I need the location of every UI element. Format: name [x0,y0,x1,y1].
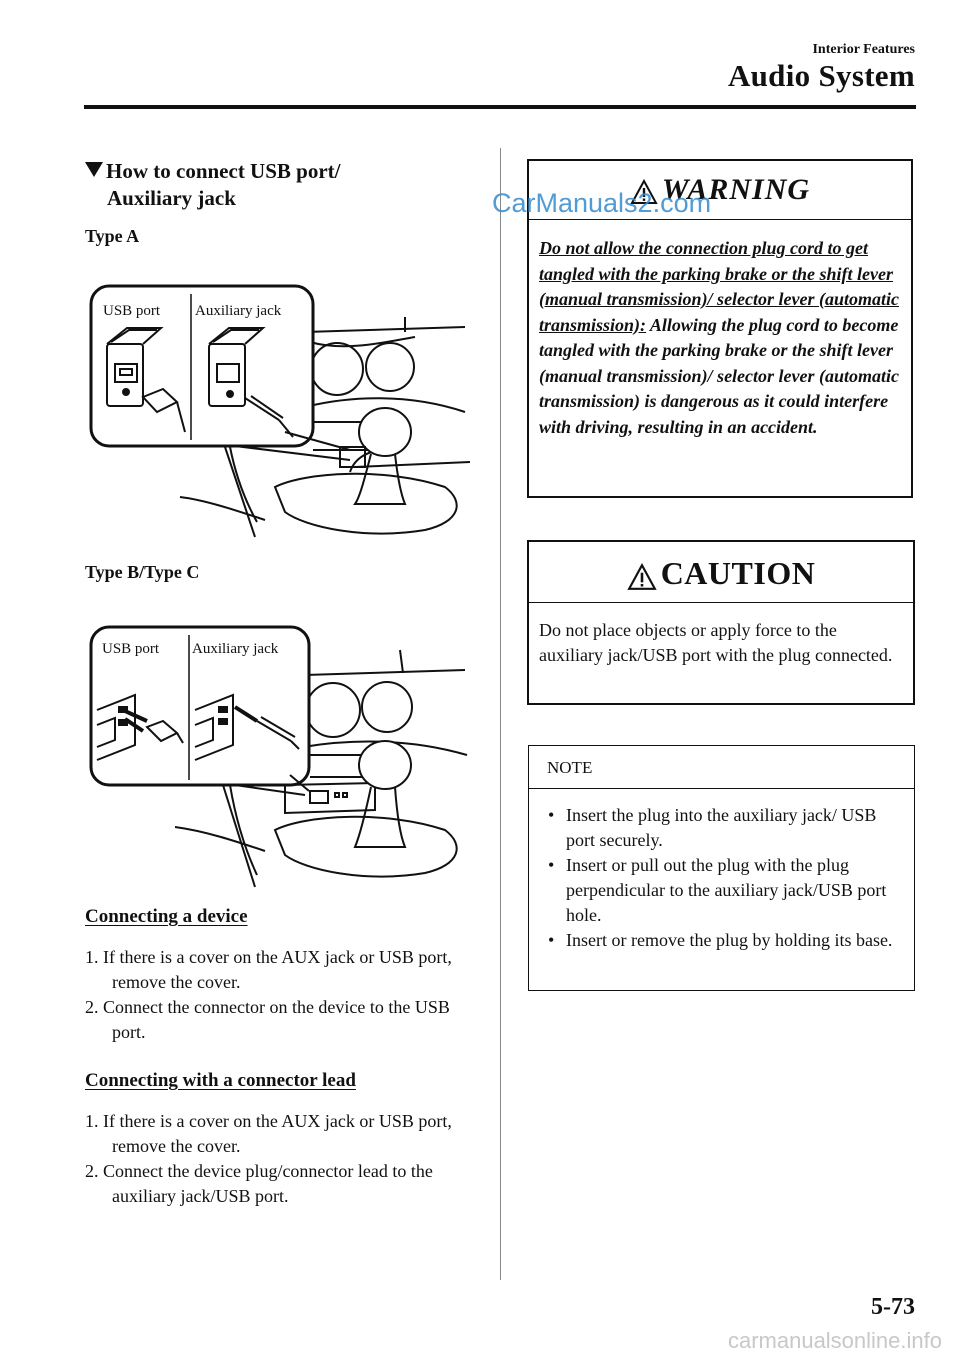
bullet-icon: • [548,855,555,875]
warning-text: Allowing the plug cord to become tangled with the parking brake or the shift lever (manual transmission)/ selector lever (automatic transmission) is dangerous as it could interfere with driving, resulting in an accident. [539,314,900,437]
figure-type-bc [85,615,470,890]
connecting-device-steps [85,945,485,1045]
page-number: 5-73 [871,1294,915,1320]
connecting-device-title: Connecting a device [85,906,248,927]
page-title: Audio System [727,58,915,93]
header-rule [84,105,916,109]
list-item: 2. Connect the device plug/connector lead to the auxiliary jack/USB port. [85,1161,433,1206]
type-a-label: Type A [85,226,140,246]
section-heading-line2: Auxiliary jack [107,186,236,210]
warning-body [529,220,911,440]
triangle-bullet-icon [85,162,103,177]
connecting-lead-title: Connecting with a connector lead [85,1070,356,1091]
section-heading [85,158,415,212]
aux-jack-label-a: Auxiliary jack [195,303,282,319]
bullet-icon: • [548,805,555,825]
aux-jack-label-bc: Auxiliary jack [192,641,279,657]
list-item: • Insert the plug into the auxiliary jack/ USB port securely. [548,805,877,850]
warning-title: WARNING [661,173,811,206]
list-item: 1. If there is a cover on the AUX jack or USB port, remove the cover. [85,947,452,992]
column-divider [500,148,501,1280]
usb-port-label-bc: USB port [102,641,160,657]
usb-port-label-a: USB port [103,303,161,319]
caution-box [527,540,915,705]
footer-watermark: carmanualsonline.info [727,1328,942,1353]
caution-header [529,542,913,603]
caution-body: Do not place objects or apply force to the auxiliary jack/USB port with the plug connected. [539,620,893,665]
connecting-lead-steps [85,1109,485,1209]
note-box [528,745,915,991]
note-list [529,789,914,953]
list-item: 1. If there is a cover on the AUX jack or USB port, remove the cover. [85,1111,452,1156]
overlay-watermark: CarManuals2.com [492,188,712,218]
section-heading-line1: How to connect USB port/ [106,159,341,183]
list-item: 2. Connect the connector on the device to the USB port. [85,997,450,1042]
warning-underlined-text: Do not allow the connection plug cord to get tangled with the parking brake or the shift lever (manual transmission)/ selector lever (automatic transmission): [539,238,900,335]
caution-title: CAUTION [660,555,816,591]
note-title: NOTE [529,746,914,789]
list-item: • Insert or pull out the plug with the plug perpendicular to the auxiliary jack/USB port hole. [548,855,887,925]
section-name: Interior Features [812,42,915,57]
bullet-icon: • [548,930,555,950]
type-bc-label: Type B/Type C [85,562,200,582]
figure-type-a [85,272,470,554]
list-item: • Insert or remove the plug by holding its base. [539,928,906,953]
caution-triangle-icon [627,563,657,591]
